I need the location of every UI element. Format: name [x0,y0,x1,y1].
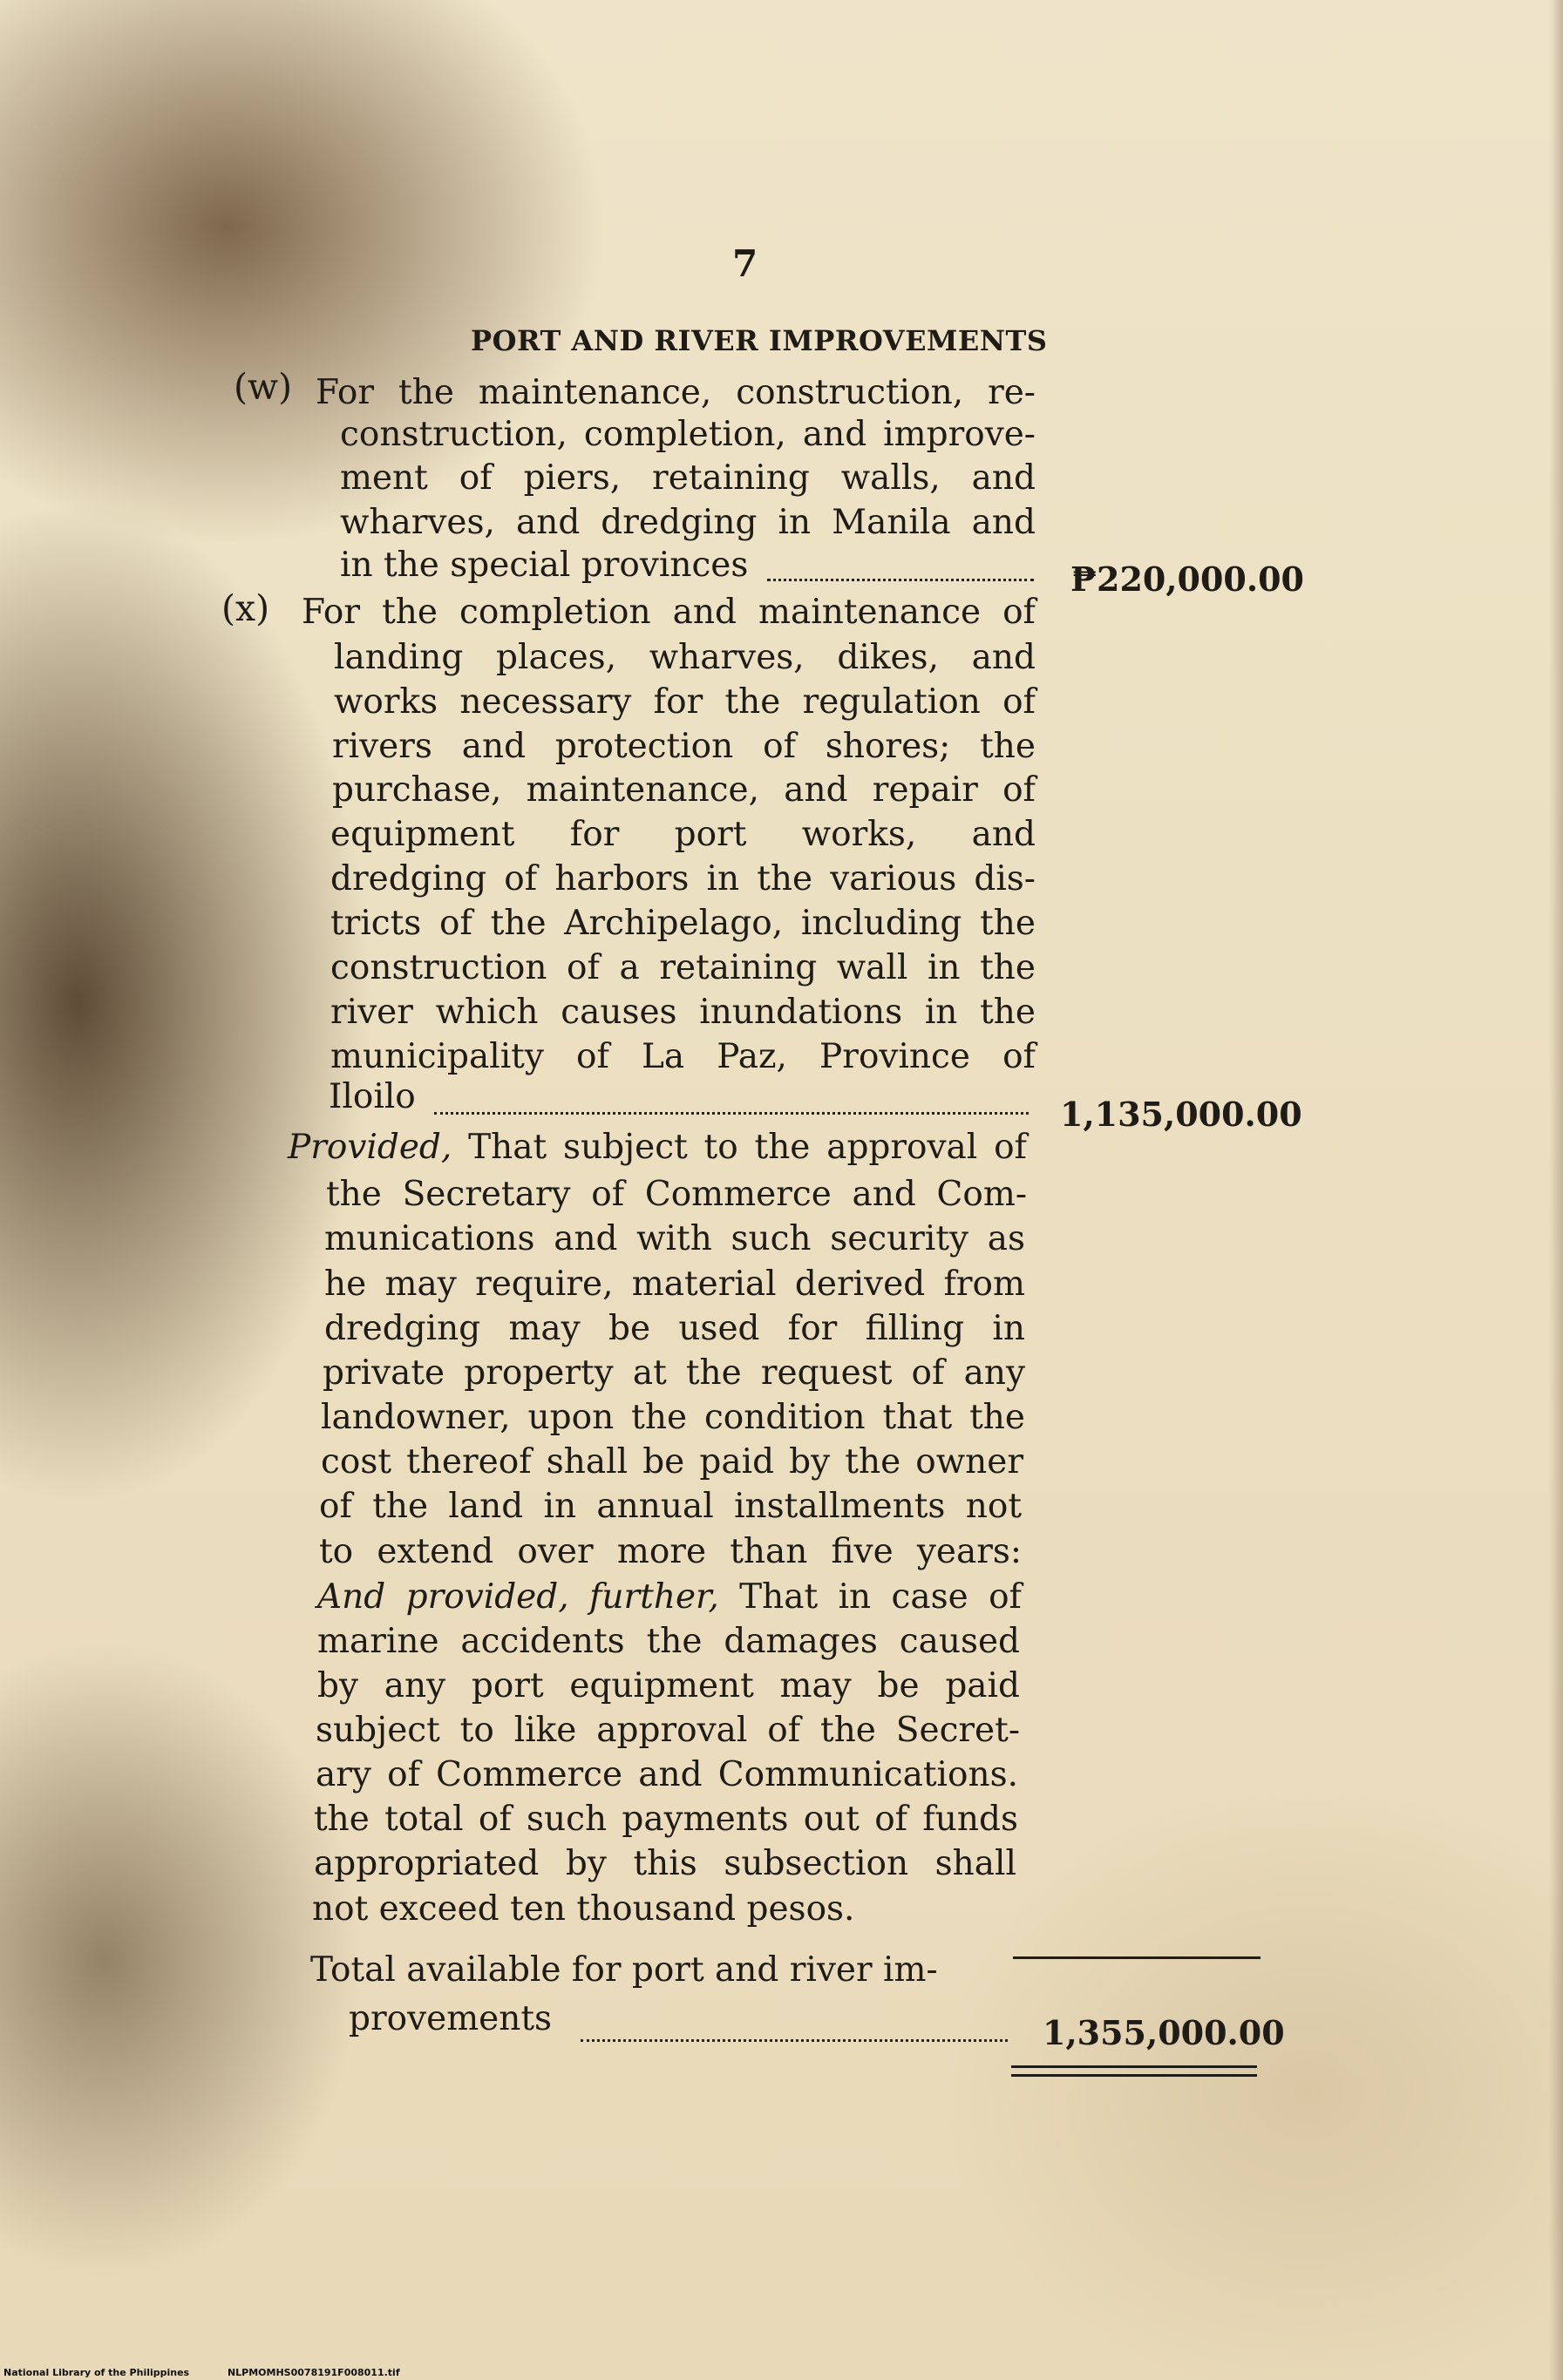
proviso-line [317,1576,1022,1619]
entry-amount: ₱220,000.00 [1070,559,1304,599]
proviso-line: the Secretary of Commerce and Com- [326,1175,1027,1214]
proviso-line: subject to like approval of the Secret- [316,1711,1020,1750]
proviso-line: of the land in annual installments not [319,1487,1022,1526]
total-rule-top [1013,1956,1261,1959]
entry-line: For the completion and maintenance of [302,593,1036,632]
proviso-text: That in case of [718,1577,1022,1617]
proviso-line: to extend over more than five years: [319,1532,1022,1571]
proviso-line: not exceed ten thousand pesos. [312,1889,855,1929]
proviso-line: landowner, upon the condition that the [321,1398,1025,1437]
entry-line: construction, completion, and improve- [340,415,1036,454]
entry-line: river which causes inundations in the [330,993,1036,1032]
page-number: 7 [732,242,758,285]
proviso-line: ary of Commerce and Communications. [316,1755,1018,1794]
scan-footer [3,2367,435,2378]
footer-library: National Library of the Philippines [3,2367,190,2378]
total-amount: 1,355,000.00 [1043,2013,1285,2052]
entry-marker: (w) [234,366,293,408]
entry-line: dredging of harbors in the various dis- [330,859,1036,898]
proviso-line: appropriated by this subsection shall [314,1844,1016,1883]
proviso-line: marine accidents the damages caused [317,1622,1020,1661]
entry-line: wharves, and dredging in Manila and [340,503,1036,542]
entry-line: works necessary for the regulation of [334,682,1036,722]
entry-line: tricts of the Archipelago, including the [330,904,1036,943]
total-rule-double-2 [1011,2074,1257,2077]
entry-line: construction of a retaining wall in the [330,948,1036,987]
entry-line: rivers and protection of shores; the [332,727,1036,766]
proviso-line [288,1126,1027,1170]
proviso-italic: And provided, further, [317,1577,719,1617]
footer-file: NLPMOMHS0078191F008011.tif [227,2367,400,2378]
entry-line: ment of piers, retaining walls, and [340,458,1036,498]
entry-amount: 1,135,000.00 [1060,1095,1302,1134]
proviso-line: he may require, material derived from [324,1265,1025,1304]
proviso-line: cost thereof shall be paid by the owner [321,1442,1023,1482]
proviso-line: munications and with such security as [324,1219,1025,1258]
entry-line: landing places, wharves, dikes, and [334,638,1036,677]
proviso-italic: Provided, [288,1128,452,1167]
entry-line: purchase, maintenance, and repair of [332,770,1036,810]
total-rule-double-1 [1011,2065,1257,2068]
total-label-line1: Total available for port and river im- [310,1950,938,1990]
proviso-line: private property at the request of any [323,1353,1025,1393]
proviso-line: the total of such payments out of funds [314,1800,1018,1839]
entry-line: in the special provinces [340,546,749,585]
proviso-text: That subject to the approval of [452,1128,1027,1167]
entry-marker: (x) [221,587,270,629]
dot-leader [767,579,1034,581]
proviso-line: by any port equipment may be paid [317,1666,1020,1705]
entry-line: equipment for port works, and [330,815,1036,854]
dot-leader [581,2039,1008,2042]
total-label-line2: provements [349,1999,553,2038]
entry-line: municipality of La Paz, Province of [330,1037,1036,1076]
entry-line: For the maintenance, construction, re- [316,373,1036,412]
proviso-line: dredging may be used for filling in [324,1309,1025,1348]
dot-leader [434,1112,1029,1115]
section-heading: PORT AND RIVER IMPROVEMENTS [471,324,1048,357]
page-edge [1549,0,1563,2380]
entry-line: Iloilo [329,1077,416,1116]
